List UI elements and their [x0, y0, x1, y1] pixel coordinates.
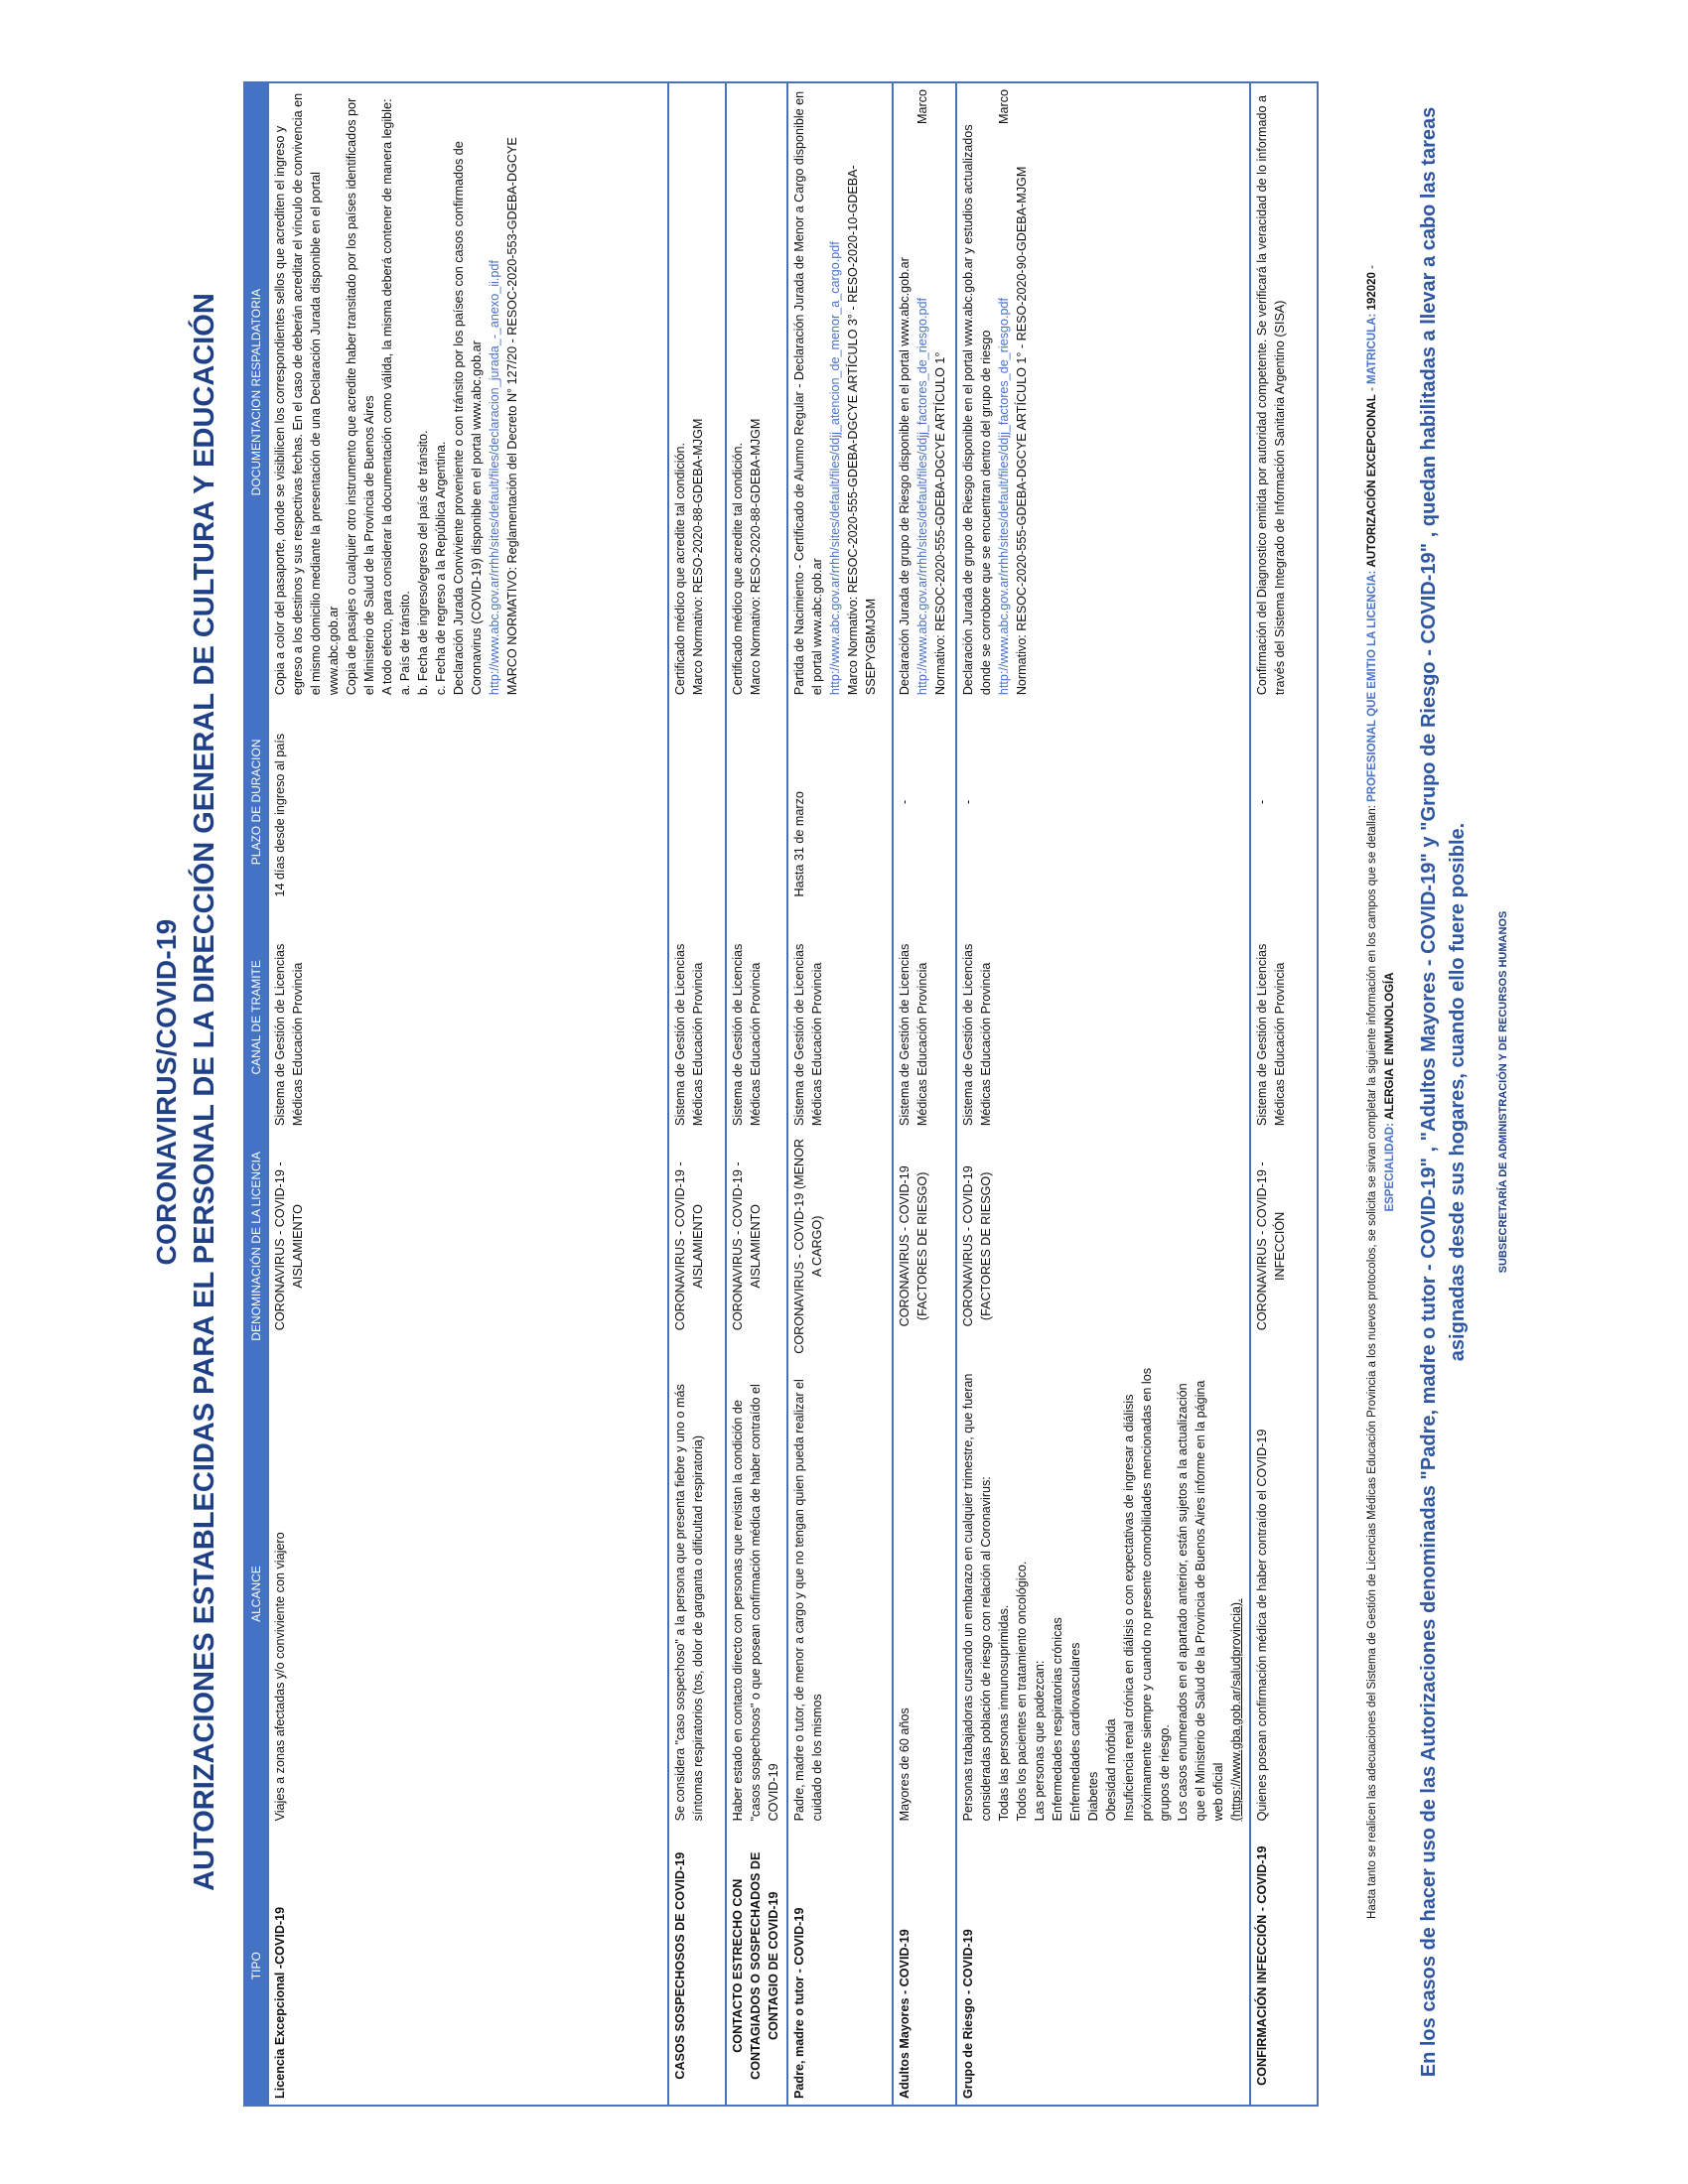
alcance-line: Personas trabajadoras cursando un embarazo en cualquier trimestre, que fueran consideradas población de riesgo con relación al Coronavirus: — [961, 1373, 993, 1822]
doc-line: Declaración Jurada de grupo de Riesgo disponible en el portal www.abc.gob.ar — [898, 257, 912, 696]
cell-tipo: Adultos Mayores - COVID-19 — [893, 1827, 956, 2106]
cell-documentacion: Confirmación del Diagnostico emitida por autoridad competente. Se verificará la veracidad de lo informado a través del Sistema Integrado de Información Sanitaria Argentino (SISA) — [1250, 82, 1318, 701]
table-row — [1250, 82, 1318, 2106]
cell-canal: Sistema de Gestión de Licencias Médicas Educación Provincia — [787, 903, 893, 1133]
matricula-value: 192020 — [1366, 272, 1378, 311]
cell-canal: Sistema de Gestión de Licencias Médicas Educación Provincia — [668, 903, 726, 1133]
cell-plazo: Hasta 31 de marzo — [787, 701, 893, 902]
cell-alcance: Haber estado en contacto directo con personas que revistan la condición de "casos sospechosos" o que posean confirmación médica de haber contraído el COVID-19 — [726, 1361, 787, 1828]
doc-line: b. Fecha de ingreso/egreso del país de tránsito. — [416, 430, 430, 696]
marco-prefix: Marco — [997, 89, 1011, 124]
cell-plazo: - — [956, 701, 1250, 902]
ddjj-factores-riesgo-link[interactable]: http://www.abc.gov.ar/rrhh/sites/default/files/ddjj_factores_de_riesgo.pdf — [915, 297, 929, 696]
cell-tipo: Grupo de Riesgo - COVID-19 — [956, 1827, 1250, 2106]
alcance-line: Las personas que padezcan: — [1033, 1660, 1047, 1822]
marco-prefix: Marco — [915, 89, 929, 124]
doc-line: Certificado médico que acredite tal condición. — [673, 443, 687, 696]
doc-line: Copia de pasajes o cualquier otro instrumento que acredite haber transitado por los países identificados por el Ministerio de Salud de la Provincia de Buenos Aires — [345, 97, 376, 696]
cell-plazo — [668, 701, 726, 902]
cell-alcance: Padre, madre o tutor, de menor a cargo y que no tengan quien pueda realizar el cuidado de los mismos — [787, 1361, 893, 1828]
alcance-line: Los casos enumerados en el apartado anterior, están sujetos a la actualización que el Ministerio de Salud de la Provincia de Buenos Aires informe en la página web oficial — [1176, 1380, 1225, 1822]
marco-normativo: Normativo: RESOC-2020-555-GDEBA-DGCYE ARTÍCULO 1° - RESO-2020-90-GDEBA-MJGM — [1015, 166, 1029, 696]
cell-plazo: - — [893, 701, 956, 902]
doc-line: Certificado médico que acredite tal condición. — [731, 443, 745, 696]
table-row — [956, 82, 1250, 2106]
table-header-row — [244, 82, 268, 2106]
table-row — [268, 82, 668, 2106]
column-header-denominacion: DENOMINACIÓN DE LA LICENCIA — [244, 1132, 268, 1361]
marco-normativo: Marco Normativo: RESO-2020-88-GDEBA-MJGM — [691, 418, 705, 696]
cell-plazo: - — [1250, 701, 1318, 902]
table-row — [726, 82, 787, 2106]
marco-normativo: Normativo: RESOC-2020-555-GDEBA-DGCYE ARTÍCULO 1° — [933, 351, 947, 696]
column-header-documentacion: DOCUMENTACION RESPALDATORIA — [244, 82, 268, 701]
instructions-paragraph: Hasta tanto se realicen las adecuaciones del Sistema de Gestión de Licencias Médicas Educación Provincia a los nuevos protocolos, se solicita se sirvan completar la siguiente información en los campos que se detallan: PROFESIONAL QUE EMITIO LA LICENCIA: AUTORIZACIÓN EXCEPCIONAL - MATRICULA: 192020 - ESPECIALIDAD: ALERGIA E INMUNOLOGÍA — [1366, 265, 1396, 1919]
column-header-tipo: TIPO — [244, 1827, 268, 2106]
cell-documentacion — [268, 82, 668, 701]
declaracion-jurada-link[interactable]: http://www.abc.gov.ar/rrhh/sites/default/files/declaracion_jurada_-_anexo_ii.pdf — [488, 260, 501, 696]
alcance-line: Todos los pacientes en tratamiento oncológico. — [1015, 1561, 1029, 1822]
cell-documentacion — [893, 82, 956, 701]
profesional-label: PROFESIONAL QUE EMITIO LA LICENCIA: — [1366, 570, 1378, 802]
cell-canal: Sistema de Gestión de Licencias Médicas Educación Provincia — [268, 903, 668, 1133]
cell-documentacion — [668, 82, 726, 701]
cell-tipo: CONFIRMACIÓN INFECCIÓN - COVID-19 — [1250, 1827, 1318, 2106]
footer-subsecretaria: SUBSECRETARÍA DE ADMINISTRACIÓN Y DE RECURSOS HUMANOS — [1497, 910, 1509, 1274]
ddjj-menor-a-cargo-link[interactable]: http://www.abc.gov.ar/rrhh/sites/default/files/ddjj_atencion_de_menor_a_cargo.pdf — [828, 241, 842, 696]
document-subtitle: AUTORIZACIONES ESTABLECIDAS PARA EL PERSONAL DE LA DIRECCIÓN GENERAL DE CULTURA Y EDUCACIÓN — [189, 293, 220, 1891]
marco-normativo: MARCO NORMATIVO: Reglamentación del Decreto N° 127/20 - RESOC-2020-553-GDEBA-DGCYE — [505, 137, 519, 696]
document-title: CORONAVIRUS/COVID-19 — [151, 918, 182, 1266]
column-header-alcance: ALCANCE — [244, 1361, 268, 1828]
cell-plazo: 14 días desde ingreso al país — [268, 701, 668, 902]
marco-normativo: Marco Normativo: RESO-2020-88-GDEBA-MJGM — [749, 418, 763, 696]
doc-line: Copia a color del pasaporte, donde se visibilicen los correspondientes sellos que acrediten el ingreso y egreso a los destinos y sus respectivas fechas. En el caso de deberán acreditar el vínculo de convivencia en el mismo domicilio mediante la presentación de una Declaración Jurada disponible en el portal www.abc.gob.ar — [273, 92, 341, 696]
cell-denominacion: CORONAVIRUS - COVID-19 - AISLAMIENTO — [726, 1132, 787, 1361]
cell-tipo: CONTACTO ESTRECHO CON CONTAGIADOS O SOSPECHADOS DE CONTAGIO DE COVID-19 — [726, 1827, 787, 2106]
cell-documentacion — [956, 82, 1250, 701]
cell-alcance — [956, 1361, 1250, 1828]
alcance-line: Enfermedades respiratorias crónicas — [1051, 1617, 1064, 1822]
cell-denominacion: CORONAVIRUS - COVID-19 (FACTORES DE RIESGO) — [956, 1132, 1250, 1361]
cell-documentacion — [787, 82, 893, 701]
doc-line: Declaración Jurada Conviviente proveniente o con tránsito por los países con casos confirmados de Coronavirus (COVID-19) disponible en el portal www.abc.gob.ar — [452, 141, 484, 696]
cell-canal: Sistema de Gestión de Licencias Médicas Educación Provincia — [726, 903, 787, 1133]
table-row — [787, 82, 893, 2106]
cell-alcance: Viajes a zonas afectadas y/o conviviente con viajero — [268, 1361, 668, 1828]
column-header-plazo: PLAZO DE DURACION — [244, 701, 268, 902]
salud-provincia-link[interactable]: (https://www.gba.gob.ar/saludprovincia). — [1229, 1598, 1243, 1822]
cell-tipo: Padre, madre o tutor - COVID-19 — [787, 1827, 893, 2106]
marco-normativo: Marco Normativo: RESOC-2020-555-GDEBA-DGCYE ARTÍCULO 3° - RESO-2020-10-GDEBA-SSEPYGBMJGM — [846, 165, 878, 696]
table-row — [893, 82, 956, 2106]
profesional-value: AUTORIZACIÓN EXCEPCIONAL — [1366, 394, 1378, 568]
doc-line: Partida de Nacimiento - Certificado de Alumno Regular - Declaración Jurada de Menor a Cargo disponible en el portal www.abc.gob.ar — [792, 90, 824, 696]
cell-alcance: Mayores de 60 años — [893, 1361, 956, 1828]
cell-tipo: Licencia Excepcional -COVID-19 — [268, 1827, 668, 2106]
alcance-line: Enfermedades cardiovasculares — [1068, 1642, 1082, 1822]
authorizations-table — [243, 81, 1319, 2107]
cell-documentacion — [726, 82, 787, 701]
cell-canal: Sistema de Gestión de Licencias Médicas Educación Provincia — [893, 903, 956, 1133]
cell-denominacion: CORONAVIRUS - COVID-19 - AISLAMIENTO — [668, 1132, 726, 1361]
cell-plazo — [726, 701, 787, 902]
cell-denominacion: CORONAVIRUS - COVID-19 - INFECCIÓN — [1250, 1132, 1318, 1361]
home-office-notice: En los casos de hacer uso de las Autorizaciones denominadas "Padre, madre o tutor - COVID-19" , "Adultos Mayores - COVID-19" y "Grupo de Riesgo - COVID-19" , quedan habilitadas a llevar a cabo las tareas asignadas desde sus hogares, cuando ello fuere posible. — [1418, 106, 1469, 2078]
alcance-line: Diabetes — [1086, 1771, 1100, 1822]
instructions-intro: Hasta tanto se realicen las adecuaciones del Sistema de Gestión de Licencias Médicas Educación Provincia a los nuevos protocolos, se solicita se sirvan completar la siguiente información en los campos que se detallan: — [1366, 805, 1378, 1919]
especialidad-label: ESPECIALIDAD: — [1384, 1123, 1396, 1212]
cell-denominacion: CORONAVIRUS - COVID-19 - AISLAMIENTO — [268, 1132, 668, 1361]
alcance-line: Insuficiencia renal crónica en diálisis o con expectativas de ingresar a diálisis próximamente siempre y cuando no presente comorbilidades mencionadas en los grupos de riesgo. — [1122, 1367, 1172, 1822]
cell-tipo: CASOS SOSPECHOSOS DE COVID-19 — [668, 1827, 726, 2106]
cell-denominacion: CORONAVIRUS - COVID-19 (FACTORES DE RIESGO) — [893, 1132, 956, 1361]
doc-line: Declaración Jurada de grupo de Riesgo disponible en el portal www.abc.gob.ar y estudios actualizados donde se corrobore que se encuentran dentro del grupo de riesgo — [961, 124, 993, 696]
ddjj-factores-riesgo-link[interactable]: http://www.abc.gov.ar/rrhh/sites/default/files/ddjj_factores_de_riesgo.pdf — [997, 297, 1011, 696]
doc-line: c. Fecha de regreso a la República Argentina. — [434, 441, 448, 696]
cell-canal: Sistema de Gestión de Licencias Médicas Educación Provincia — [956, 903, 1250, 1133]
alcance-line: Obesidad mórbida — [1104, 1718, 1118, 1822]
table-row — [668, 82, 726, 2106]
column-header-canal: CANAL DE TRAMITE — [244, 903, 268, 1133]
especialidad-value: ALERGIA E INMUNOLOGÍA — [1384, 972, 1396, 1120]
cell-denominacion: CORONAVIRUS - COVID-19 (MENOR A CARGO) — [787, 1132, 893, 1361]
doc-line: a. País de tránsito. — [398, 591, 412, 696]
cell-canal: Sistema de Gestión de Licencias Médicas Educación Provincia — [1250, 903, 1318, 1133]
matricula-label: MATRICULA: — [1366, 313, 1378, 384]
cell-alcance: Quienes posean confirmación médica de haber contraído el COVID-19 — [1250, 1361, 1318, 1828]
cell-alcance: Se considera "caso sospechoso" a la persona que presenta fiebre y uno o más síntomas respiratorios (tos, dolor de garganta o dificultad respiratoria) — [668, 1361, 726, 1828]
doc-line: A todo efecto, para considerar la documentación como válida, la misma deberá contener de manera legible: — [380, 98, 394, 696]
alcance-line: Todas las personas inmunosuprimidas. — [997, 1604, 1011, 1822]
